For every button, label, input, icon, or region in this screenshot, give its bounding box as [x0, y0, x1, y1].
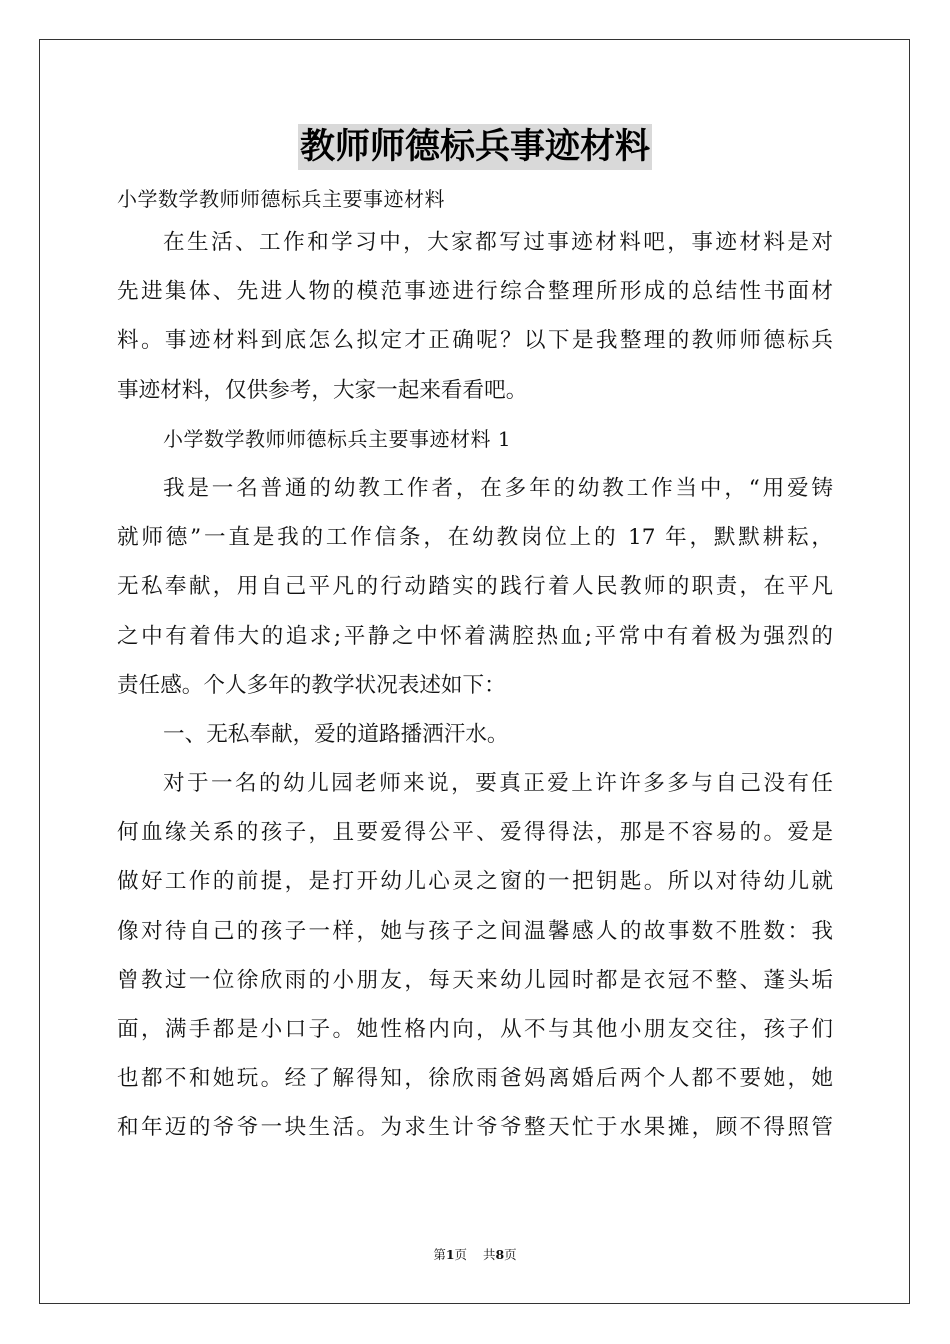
footer-total-pages: 8 — [495, 1247, 505, 1262]
paragraph-line: 事迹材料，仅供参考，大家一起来看看吧。 — [117, 377, 528, 403]
paragraph-line: 也都不和她玩。经了解得知，徐欣雨爸妈离婚后两个人都不要她，她 — [117, 1066, 833, 1092]
footer-page-number: 1 — [445, 1247, 455, 1262]
paragraph-line: 先进集体、先进人物的模范事迹进行综合整理所形成的总结性书面材 — [117, 279, 833, 305]
footer-page-unit: 页 — [454, 1247, 468, 1262]
paragraph-line: 像对待自己的孩子一样，她与孩子之间温馨感人的故事数不胜数：我 — [117, 918, 833, 944]
paragraph-line: 何血缘关系的孩子，且要爱得公平、爱得得法，那是不容易的。爱是 — [117, 820, 833, 846]
document-body — [117, 180, 833, 1153]
paragraph-line: 面，满手都是小口子。她性格内向，从不与其他小朋友交往，孩子们 — [117, 1017, 833, 1042]
section-heading: 一、无私奉献，爱的道路播洒汗水。 — [163, 721, 509, 747]
footer-total-prefix: 共 — [482, 1247, 496, 1262]
paragraph-line: 曾教过一位徐欣雨的小朋友，每天来幼儿园时都是衣冠不整、蓬头垢 — [117, 967, 833, 993]
paragraph-line: 料。事迹材料到底怎么拟定才正确呢？以下是我整理的教师师德标兵 — [117, 328, 833, 354]
paragraph-line: 就师德”一直是我的工作信条，在幼教岗位上的 17 年，默默耕耘， — [117, 525, 833, 551]
paragraph-line: 之中有着伟大的追求;平静之中怀着满腔热血;平常中有着极为强烈的 — [117, 623, 833, 649]
paragraph-line: 对于一名的幼儿园老师来说，要真正爱上许许多多与自己没有任 — [163, 771, 833, 797]
footer-prefix: 第 — [433, 1247, 446, 1262]
paragraph-line: 在生活、工作和学习中，大家都写过事迹材料吧，事迹材料是对 — [163, 230, 833, 255]
page-footer — [0, 1245, 950, 1263]
section-heading: 小学数学教师师德标兵主要事迹材料 1 — [163, 426, 512, 451]
document-subtitle: 小学数学教师师德标兵主要事迹材料 — [117, 187, 445, 211]
footer-total-unit: 页 — [504, 1247, 517, 1262]
title-container — [0, 124, 950, 170]
paragraph-line: 责任感。个人多年的教学状况表述如下： — [117, 672, 506, 698]
document-title: 教师师德标兵事迹材料 — [298, 124, 652, 170]
paragraph-line: 我是一名普通的幼教工作者，在多年的幼教工作当中，“用爱铸 — [163, 475, 833, 501]
paragraph-line: 做好工作的前提，是打开幼儿心灵之窗的一把钥匙。所以对待幼儿就 — [117, 869, 833, 895]
paragraph-line: 无私奉献，用自己平凡的行动踏实的践行着人民教师的职责，在平凡 — [117, 574, 833, 600]
paragraph-line: 和年迈的爷爷一块生活。为求生计爷爷整天忙于水果摊，顾不得照管 — [117, 1115, 833, 1141]
